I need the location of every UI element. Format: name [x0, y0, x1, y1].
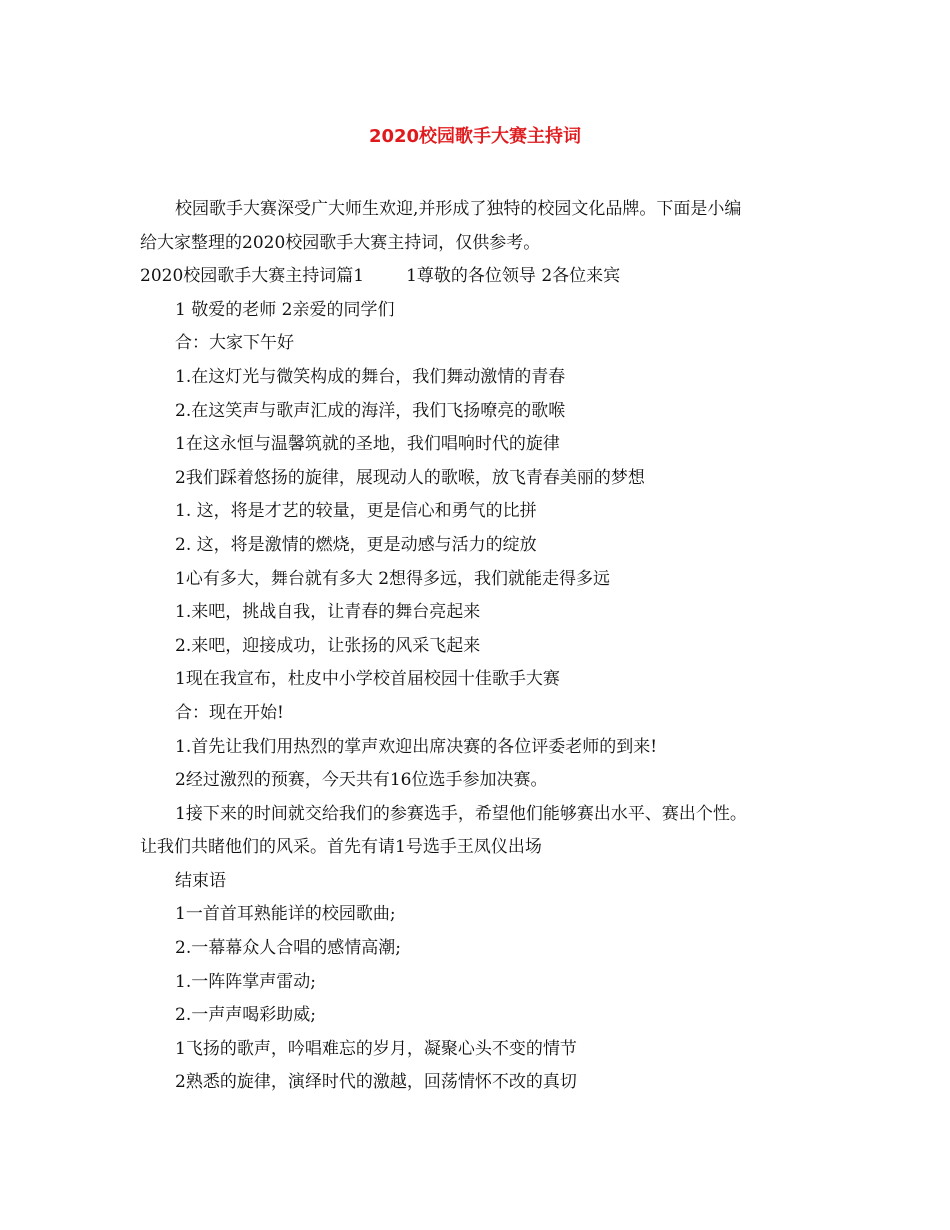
- script-line: 1. 这，将是才艺的较量，更是信心和勇气的比拼: [175, 501, 537, 522]
- section-heading-greeting: 1尊敬的各位领导 2各位来宾: [406, 266, 621, 287]
- closing-line: 2熟悉的旋律，演绎时代的激越，回荡情怀不改的真切: [175, 1072, 577, 1093]
- closing-line: 1飞扬的歌声，吟唱难忘的岁月，凝聚心头不变的情节: [175, 1038, 577, 1059]
- script-line: 1.来吧，挑战自我，让青春的舞台亮起来: [175, 602, 481, 623]
- script-line: 1.首先让我们用热烈的掌声欢迎出席决赛的各位评委老师的到来!: [175, 736, 658, 757]
- script-line: 1在这永恒与温馨筑就的圣地，我们唱响时代的旋律: [175, 434, 560, 455]
- section-heading-title: 2020校园歌手大赛主持词篇1: [140, 266, 365, 287]
- closing-line: 2.一幕幕众人合唱的感情高潮;: [175, 938, 401, 959]
- script-line: 2我们踩着悠扬的旋律，展现动人的歌喉，放飞青春美丽的梦想: [175, 467, 645, 488]
- script-line: 1心有多大，舞台就有多大 2想得多远，我们就能走得多远: [175, 568, 611, 589]
- document-title: 2020校园歌手大赛主持词: [368, 126, 582, 147]
- script-line: 合：大家下午好: [175, 333, 294, 354]
- closing-line: 1一首首耳熟能详的校园歌曲;: [175, 904, 396, 925]
- script-line: 1接下来的时间就交给我们的参赛选手，希望他们能够赛出水平、赛出个性。: [175, 803, 747, 824]
- script-line: 合：现在开始!: [175, 702, 284, 723]
- script-line-continuation: 让我们共睹他们的风采。首先有请1号选手王凤仪出场: [140, 837, 542, 858]
- script-line: 1 敬爱的老师 2亲爱的同学们: [175, 299, 395, 320]
- intro-line-2: 给大家整理的2020校园歌手大赛主持词，仅供参考。: [140, 232, 541, 253]
- closing-heading: 结束语: [175, 870, 226, 891]
- closing-line: 1.一阵阵掌声雷动;: [175, 971, 316, 992]
- script-line: 2经过激烈的预赛，今天共有16位选手参加决赛。: [175, 770, 548, 791]
- closing-line: 2.一声声喝彩助威;: [175, 1005, 316, 1026]
- script-line: 2.在这笑声与歌声汇成的海洋，我们飞扬嘹亮的歌喉: [175, 400, 566, 421]
- script-line: 1.在这灯光与微笑构成的舞台，我们舞动激情的青春: [175, 366, 566, 387]
- document-body: [140, 193, 820, 1100]
- section-heading: [140, 260, 820, 294]
- script-line: 1现在我宣布，杜皮中小学校首届校园十佳歌手大赛: [175, 669, 560, 690]
- script-line: 2. 这，将是激情的燃烧，更是动感与活力的绽放: [175, 534, 537, 555]
- intro-line-1: 校园歌手大赛深受广大师生欢迎,并形成了独特的校园文化品牌。下面是小编: [175, 199, 742, 219]
- script-line: 2.来吧，迎接成功，让张扬的风采飞起来: [175, 635, 481, 656]
